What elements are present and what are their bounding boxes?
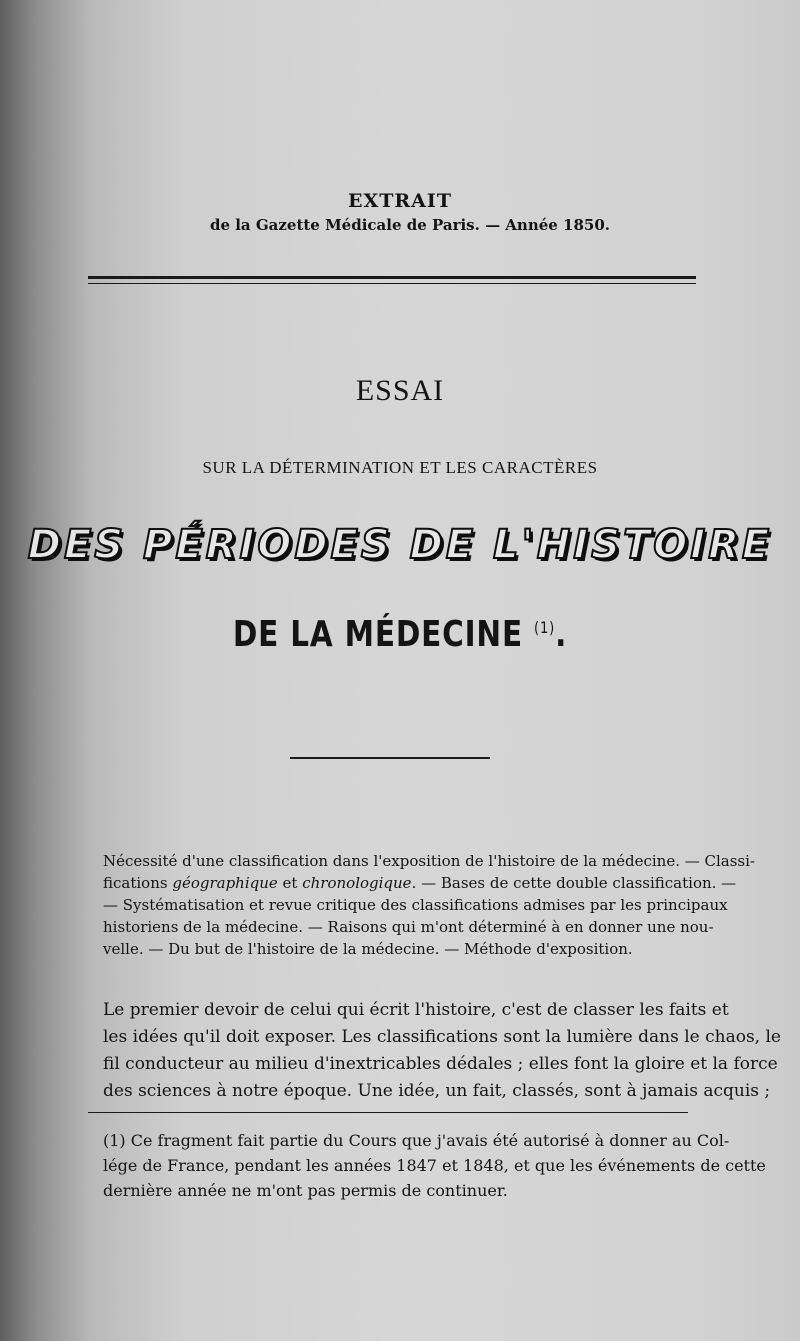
source-line: de la Gazette Médicale de Paris. — Année 1850.: [209, 216, 611, 234]
summary-line: historiens de la médecine. — Raisons qui m'ont déterminé à en donner une nou-: [103, 918, 714, 936]
body-line: des sciences à notre époque. Une idée, un fait, classés, sont à jamais acquis ;: [103, 1081, 771, 1101]
main-title-text: DE LA MÉDECINE: [232, 614, 523, 655]
footnote-line: (1) Ce fragment fait partie du Cours que j'avais été autorisé à donner au Col-: [103, 1131, 730, 1150]
summary-line: fications géographique et chronologique. — Bases de cette double classification. —: [103, 874, 737, 892]
body-line: les idées qu'il doit exposer. Les classifications sont la lumière dans le chaos, le: [103, 1027, 781, 1047]
main-title-line-1: DES PÉRIODES DE L'HISTOIRE: [27, 522, 773, 568]
summary-line: Nécessité d'une classification dans l'exposition de l'histoire de la médecine. — Classi-: [103, 852, 755, 870]
summary-line: velle. — Du but de l'histoire de la médecine. — Méthode d'exposition.: [103, 940, 633, 958]
footnote-rule: [88, 1112, 688, 1113]
body-line: Le premier devoir de celui qui écrit l'histoire, c'est de classer les faits et: [103, 1000, 729, 1020]
chapter-summary: [103, 850, 755, 960]
main-title-line-2: [72, 614, 728, 655]
footnote: [103, 1128, 766, 1203]
title-separator: [290, 757, 490, 759]
header-double-rule: [88, 276, 696, 284]
body-line: fil conducteur au milieu d'inextricables dédales ; elles font la gloire et la force: [103, 1054, 778, 1074]
extrait-heading: EXTRAIT: [348, 190, 452, 212]
essai-heading: ESSAI: [355, 374, 445, 407]
body-paragraph: [103, 997, 781, 1105]
subtitle: SUR LA DÉTERMINATION ET LES CARACTÈRES: [202, 458, 598, 477]
footnote-reference: (1): [534, 618, 556, 637]
title-period: .: [555, 614, 568, 655]
summary-line: — Systématisation et revue critique des classifications admises par les principaux: [103, 896, 728, 914]
footnote-line: lége de France, pendant les années 1847 et 1848, et que les événements de cette: [103, 1156, 766, 1175]
footnote-line: dernière année ne m'ont pas permis de continuer.: [103, 1181, 508, 1200]
